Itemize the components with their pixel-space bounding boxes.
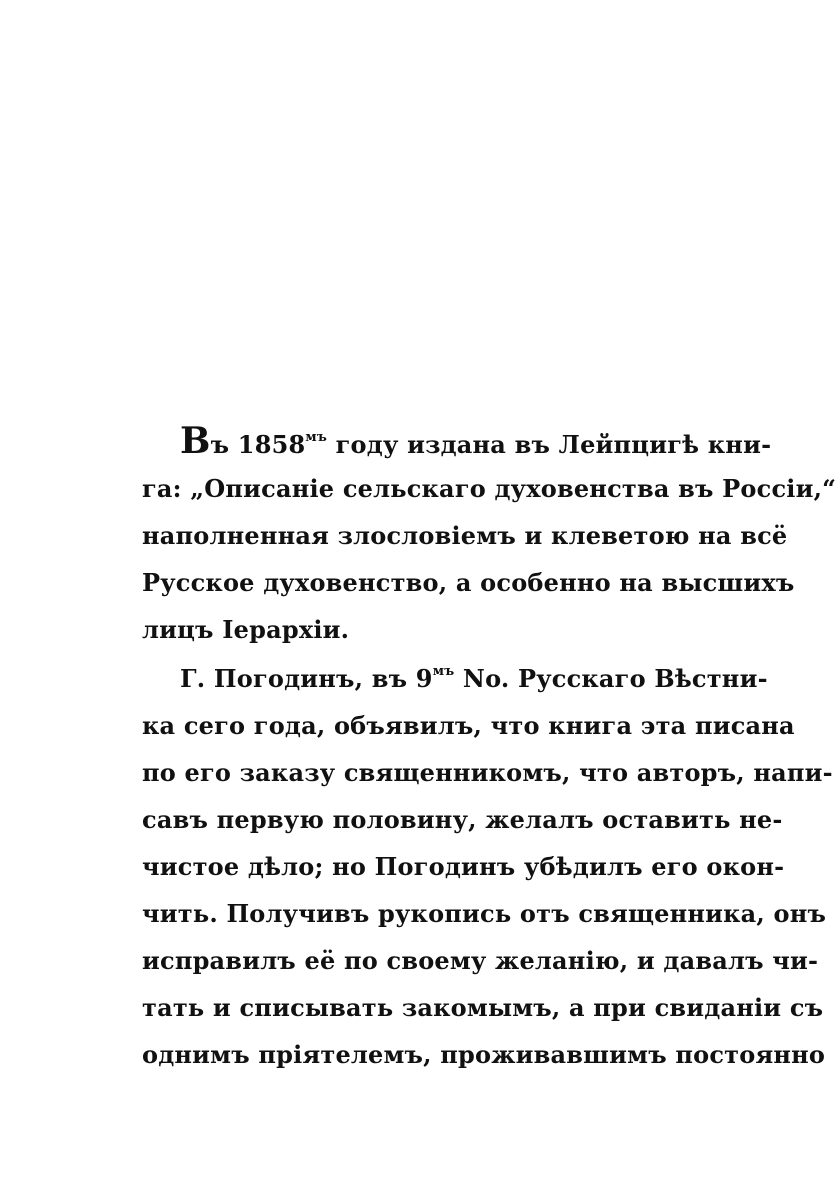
paragraph-1-line-4: Русское духовенство, а особенно на высшихъ — [142, 568, 795, 597]
body-text — [142, 418, 837, 1078]
line-text: No. Русскаго Вѣстни- — [454, 664, 768, 693]
line-text: Г. Погодинъ, въ 9 — [180, 664, 433, 693]
drop-cap: В — [180, 420, 211, 462]
paragraph-2-line-1 — [142, 655, 768, 702]
paragraph-1-line-1 — [142, 418, 772, 465]
paragraph-1-line-2: га: „Описаніе сельскаго духовенства въ Россіи,“ — [142, 474, 837, 503]
paragraph-2-line-4: савъ первую половину, желалъ оставить не- — [142, 805, 783, 834]
paragraph-2-line-9: однимъ пріятелемъ, проживавшимъ постоянно — [142, 1040, 826, 1069]
paragraph-2-line-8: тать и списывать закомымъ, а при свиданіи съ — [142, 993, 824, 1022]
paragraph-2-line-7: исправилъ её по своему желанію, и давалъ чи- — [142, 946, 819, 975]
paragraph-2-line-2: ка сего года, объявилъ, что книга эта писана — [142, 711, 795, 740]
superscript: мъ — [305, 430, 328, 445]
paragraph-2-line-5: чистое дѣло; но Погодинъ убѣдилъ его окон- — [142, 852, 785, 881]
line-text: году издана въ Лейпцигѣ кни- — [327, 430, 772, 459]
superscript: мъ — [432, 664, 455, 679]
paragraph-1-line-5: лицъ Іерархіи. — [142, 615, 350, 644]
paragraph-1 — [142, 418, 837, 653]
paragraph-1-line-3: наполненная злословіемъ и клеветою на всё — [142, 521, 788, 550]
paragraph-2-line-3: по его заказу священникомъ, что авторъ, напи- — [142, 758, 833, 787]
paragraph-2-line-6: чить. Получивъ рукопись отъ священника, онъ — [142, 899, 827, 928]
line-text: ъ 1858 — [210, 430, 306, 459]
paragraph-2 — [142, 655, 833, 1078]
